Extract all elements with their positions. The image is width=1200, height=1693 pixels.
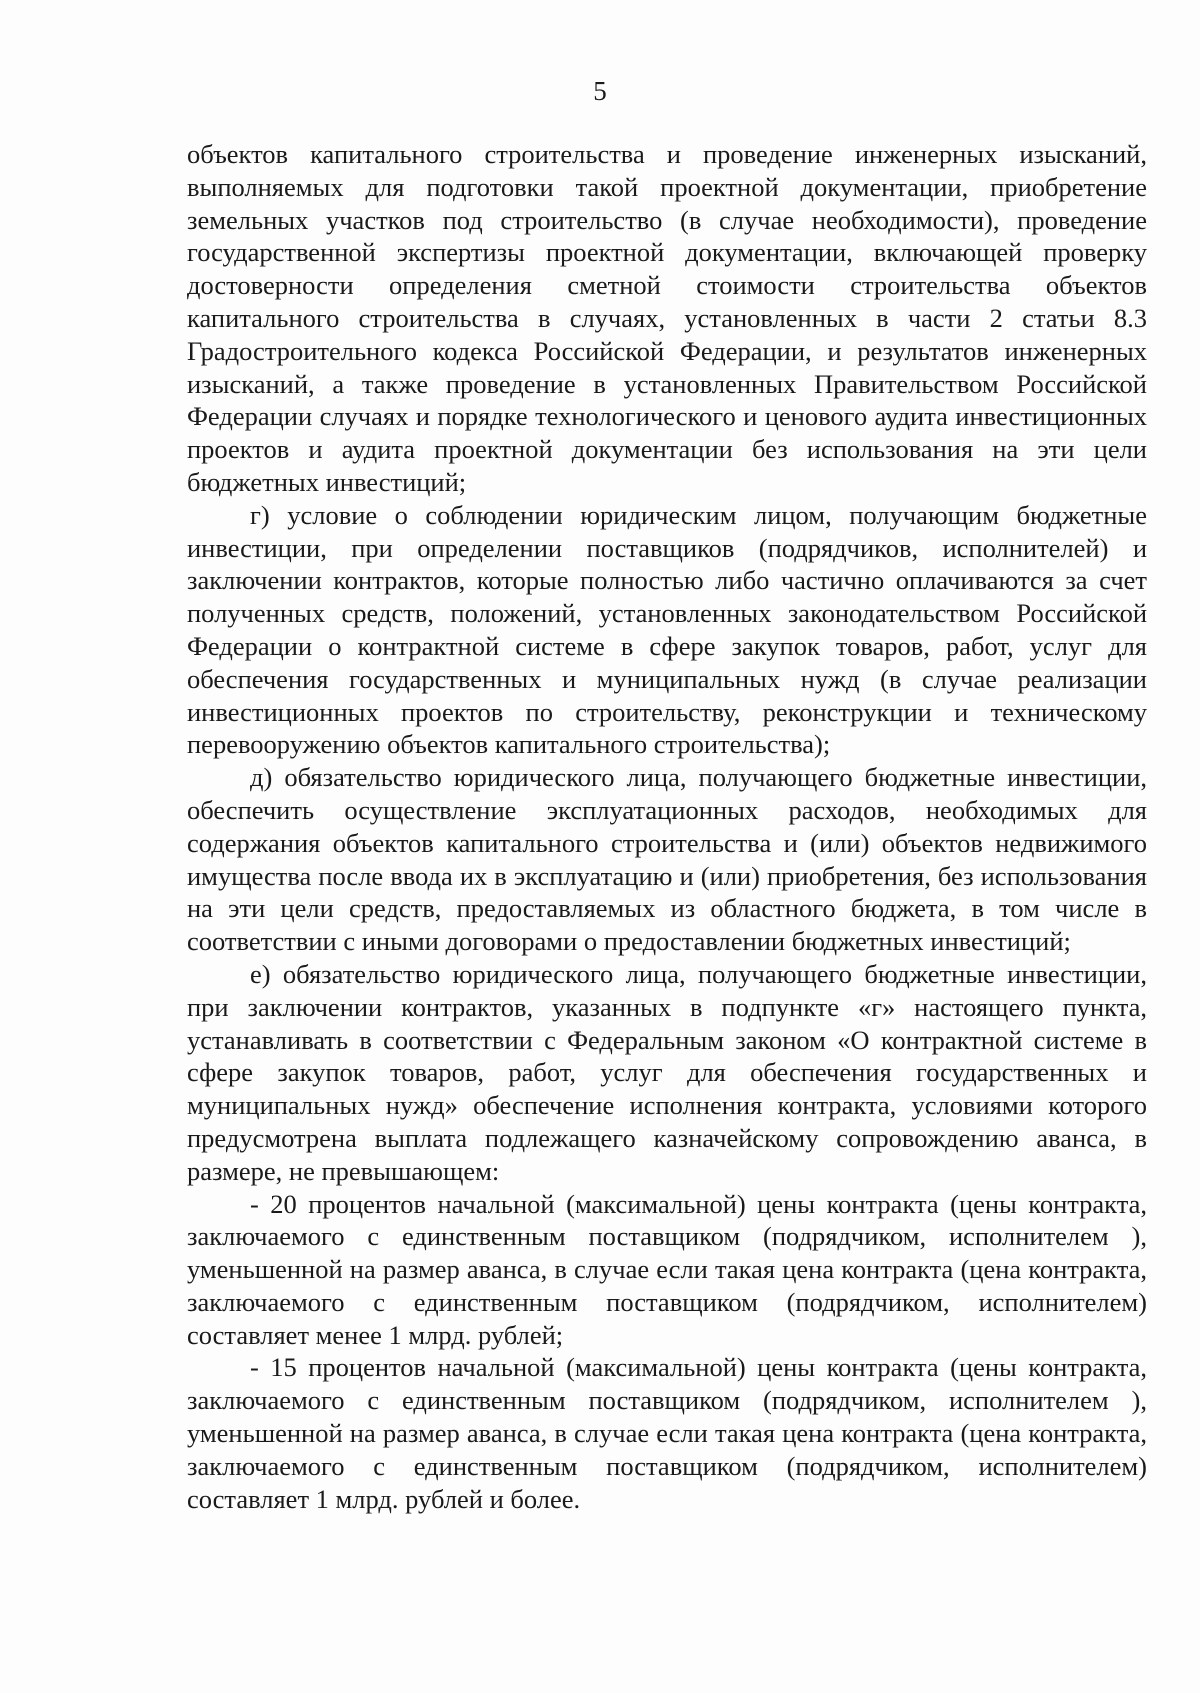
paragraph-continuation: объектов капитального строительства и проведение инженерных изысканий, выполняемых для подготовки такой проектной документации, приобретение земельных участков под строительство (в случае необходимости), проведение государственной экспертизы проектной документации, включающей проверку достоверности определения сметной стоимости строительства объектов капитального строительства в случаях, установленных в части 2 статьи 8.3 Градостроительного кодекса Российской Федерации, и результатов инженерных изысканий, а также проведение в установленных Правительством Российской Федерации случаях и порядке технологического и ценового аудита инвестиционных проектов и аудита проектной документации без использования на эти цели бюджетных инвестиций; <box>187 139 1147 497</box>
list-item-15-percent: - 15 процентов начальной (максимальной) цены контракта (цены контракта, заключаемого с единственным поставщиком (подрядчиком, исполнителем ), уменьшенной на размер аванса, в случае если такая цена контракта (цена контракта, заключаемого с единственным поставщиком (подрядчиком, исполнителем) составляет 1 млрд. рублей и более. <box>187 1352 1147 1514</box>
document-body <box>187 138 1147 1515</box>
list-item-20-percent: - 20 процентов начальной (максимальной) цены контракта (цены контракта, заключаемого с единственным поставщиком (подрядчиком, исполнителем ), уменьшенной на размер аванса, в случае если такая цена контракта (цена контракта, заключаемого с единственным поставщиком (подрядчиком, исполнителем) составляет менее 1 млрд. рублей; <box>187 1188 1147 1350</box>
paragraph-item-g: г) условие о соблюдении юридическим лицом, получающим бюджетные инвестиции, при определении поставщиков (подрядчиков, исполнителей) и заключении контрактов, которые полностью либо частично оплачиваются за счет полученных средств, положений, установленных законодательством Российской Федерации о контрактной системе в сфере закупок товаров, работ, услуг для обеспечения государственных и муниципальных нужд (в случае реализации инвестиционных проектов по строительству, реконструкции и техническому перевооружению объектов капитального строительства); <box>187 499 1147 760</box>
paragraph-item-e: е) обязательство юридического лица, получающего бюджетные инвестиции, при заключении контрактов, указанных в подпункте «г» настоящего пункта, устанавливать в соответствии с Федеральным законом «О контрактной системе в сфере закупок товаров, работ, услуг для обеспечения государственных и муниципальных нужд» обеспечение исполнения контракта, условиями которого предусмотрена выплата подлежащего казначейскому сопровождению аванса, в размере, не превышающем: <box>187 958 1147 1186</box>
page-number: 5 <box>593 76 607 106</box>
paragraph-item-d: д) обязательство юридического лица, получающего бюджетные инвестиции, обеспечить осуществление эксплуатационных расходов, необходимых для содержания объектов капитального строительства и (или) объектов недвижимого имущества после ввода их в эксплуатацию и (или) приобретения, без использования на эти цели средств, предоставляемых из областного бюджета, в том числе в соответствии с иными договорами о предоставлении бюджетных инвестиций; <box>187 762 1147 957</box>
